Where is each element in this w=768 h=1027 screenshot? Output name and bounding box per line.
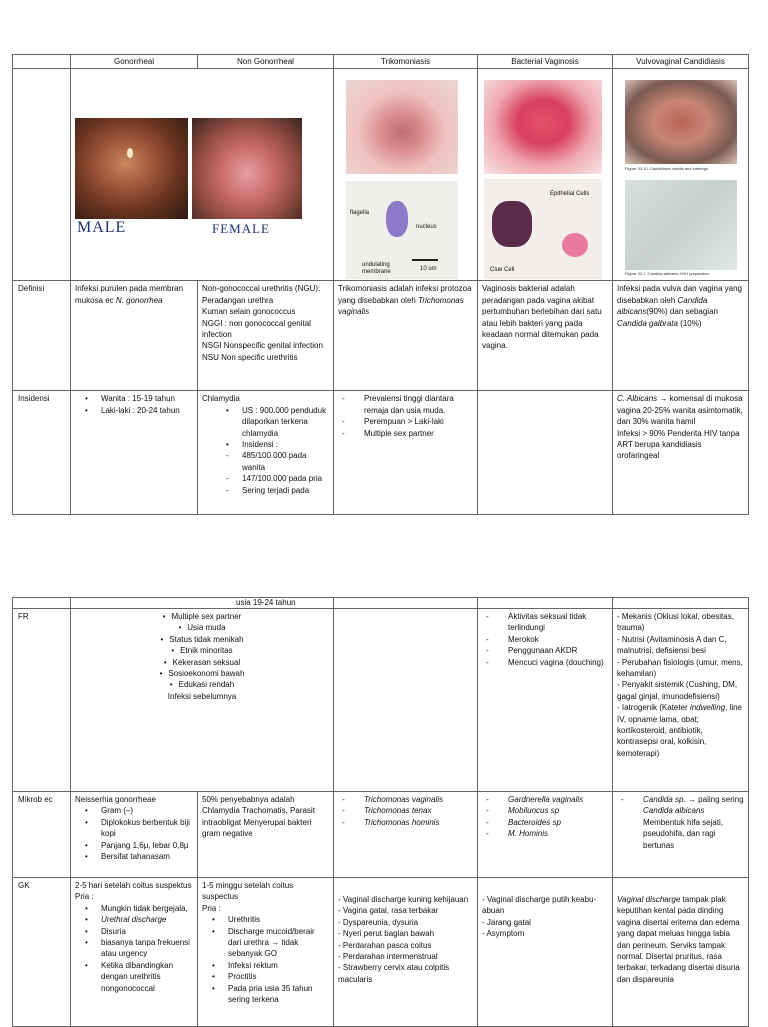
insidensi-item: • US : 900.000 penduduk dilaporkan terkena chlamydia	[202, 405, 329, 439]
fr-bacterial-vaginosis	[478, 609, 613, 792]
gk-row	[13, 878, 749, 1027]
fr-item: - Mekanis (Oklusi lokal, obesitas, trauma)	[617, 612, 734, 633]
fr-item: - Penggunaan AKDR	[482, 645, 608, 656]
gk-candidiasis	[613, 878, 749, 1027]
candida-koh-photo	[625, 180, 737, 270]
continued-empty	[13, 598, 71, 609]
gk-item: • Infeksi rektum	[202, 960, 329, 971]
image-row	[13, 69, 749, 281]
gk-item: - Dyspareunia, dysuria	[338, 917, 419, 927]
bv-epithelial-label: Epithelial Cells	[550, 191, 590, 198]
neisseria-head: Neisserhia gonorrheae	[75, 795, 156, 804]
continued-empty	[334, 598, 478, 609]
gk-item: • Urethritis	[202, 914, 329, 925]
gk-head: 2-5 hari setelah coitus suspektus	[75, 881, 192, 890]
fr-trikomoniasis	[334, 609, 478, 792]
insidensi-item: - Prevalensi tinggi diantara remaja dan usia muda.	[338, 393, 473, 416]
trich-scale-label: 10 um	[420, 266, 437, 273]
gonorrhea-images-cell	[71, 69, 334, 281]
fr-item: - Mencuci vagina (douching)	[482, 657, 608, 668]
continued-row	[13, 598, 749, 609]
definisi-non-gonorrheal	[198, 281, 334, 391]
chlamydia-head: Chlamydia	[202, 394, 240, 404]
gk-sub: Pria :	[202, 903, 221, 913]
iatro-italic: indwelling	[689, 703, 726, 713]
gk-head: 1-5 minggu setelah coitus suspectus	[202, 881, 294, 902]
definisi-label: Definisi	[13, 281, 71, 391]
insidensi-candidiasis	[613, 391, 749, 515]
mikrob-item: • Panjang 1,6μ, lebar 0,8μ	[75, 840, 193, 851]
ngu-line: NSGI Nonspecific genital infection	[202, 341, 323, 351]
mikrob-item: - Gardnerella vaginalis	[482, 794, 608, 805]
insidensi-trikomoniasis	[334, 391, 478, 515]
definisi-trikomoniasis	[334, 281, 478, 391]
stis-comparison-table-1	[12, 54, 749, 515]
mikrob-item: - Trichomonas tenax	[338, 805, 473, 816]
iatro-post: , line IV, opname lama, obat; kortikosteroid, antibiotik, kontrasepsi oral, kolkisin, kemoterapi)	[617, 703, 742, 758]
image-row-label	[13, 69, 71, 281]
ngu-line: NSU Non specific urethritis	[202, 352, 298, 362]
insidensi-item: - Multiple sex partner	[338, 428, 473, 439]
ngu-line: Kuman selain gonococcus	[202, 307, 296, 317]
insidensi-item: - 485/100.000 pada wanita	[202, 450, 329, 473]
fr-item: • Edukasi rendah	[75, 679, 329, 690]
mikrob-bacterial-vaginosis	[478, 792, 613, 878]
gk-item: • Urethral discharge	[75, 914, 193, 925]
mikrob-non-gonorrheal: 50% penyebabnya adalah Chlamydia Trachomatis, Parasit intraobligat Menyerupai bakteri gram negative	[198, 792, 334, 878]
candida-caption-2: Figure 20-1. Candida albicans KOH preparation	[625, 271, 710, 277]
cand-def-species-1: Candida albicans	[617, 295, 708, 317]
gk-item: - Jarang gatal	[482, 917, 531, 927]
gk-sub: Pria :	[75, 892, 94, 902]
candida-vulva-photo	[625, 80, 737, 164]
fr-row	[13, 609, 749, 792]
gk-item: - Perdarahan intermenstrual	[338, 952, 438, 962]
fr-label: FR	[13, 609, 71, 792]
cand-insidensi-text-2: Infeksi > 90% Penderita HIV tanpa ART berupa kandidiasis orofaringeal	[617, 428, 740, 461]
header-gonorrheal: Gonorrheal	[71, 55, 198, 69]
mikrob-item: - Trichomonas hominis	[338, 817, 473, 828]
mikrob-trikomoniasis	[334, 792, 478, 878]
gk-item: • Mungkin tidak bergejala,	[75, 903, 193, 914]
definisi-gonorrheal-text: Infeksi purulen pada membran mukosa ec	[75, 284, 184, 305]
fr-item: • Status tidak menikah	[75, 634, 329, 645]
cand-def-species-2: Candida galbrata	[617, 318, 678, 328]
insidensi-item: - Perempuan > Laki-laki	[338, 416, 473, 427]
insidensi-non-gonorrheal	[198, 391, 334, 515]
mikrob-label: Mikrob ec	[13, 792, 71, 878]
gk-non-gonorrheal	[198, 878, 334, 1027]
header-candidiasis: Vulvovaginal Candidiasis	[613, 55, 749, 69]
fr-item: - Perubahan fisiologis (umur, mens, kehamilan)	[617, 657, 743, 679]
mikrob-gonorrheal	[71, 792, 198, 878]
trich-nucleus-label: nucleus	[416, 224, 437, 231]
gk-cand-italic: Vaginal discharge	[617, 895, 681, 904]
gk-trikomoniasis	[334, 878, 478, 1027]
trich-flagella-label: flagella	[350, 210, 370, 217]
fr-candidiasis	[613, 609, 749, 792]
candida-caption-1: Figure 20-10. Candidiasis vulvitis and intertrigo	[625, 166, 709, 172]
insidensi-item: - 147/100.000 pada pria	[202, 473, 329, 484]
continued-empty	[613, 598, 749, 609]
gk-item: - Vaginal discharge putih keabu-abuan	[482, 895, 597, 916]
cand-def-text: (90%) dan sebagian	[646, 307, 718, 317]
bv-def-line: pertumbuhan berlebihan dari satu atau lebih bakteri yang pada keadaan normal ditemukan pada vagina.	[482, 307, 602, 351]
mikrob-item: - M. Hominis	[482, 828, 608, 839]
gk-item: • Discharge mucoid/berair dari urethra → tidak sebanyak GO	[202, 926, 329, 960]
gk-item: - Asymptom	[482, 929, 525, 939]
definisi-candidiasis	[613, 281, 749, 391]
mikrob-item: Membentuk hifa sejati, pseudohifa, dan ragi bertunas	[643, 817, 724, 850]
insidensi-label: Insidensi	[13, 391, 71, 515]
gk-item: - Vagina gatal, rasa terbakar	[338, 906, 439, 916]
ngu-line: Peradangan urethra	[202, 295, 274, 305]
insidensi-item: • Laki-laki : 20-24 tahun	[75, 405, 193, 416]
definisi-trich-species: Trichomonas vaginalis	[338, 295, 464, 317]
trich-membrane-label: undulating membrane	[362, 262, 391, 276]
insidensi-gonorrheal	[71, 391, 198, 515]
header-row	[13, 55, 749, 69]
gk-item: • Ketika dibandingkan dengan urethritis nongonococcal	[75, 960, 193, 994]
header-empty	[13, 55, 71, 69]
male-photo	[75, 118, 188, 219]
gk-item: • Disuria	[75, 926, 193, 937]
trich-images-cell	[334, 69, 478, 281]
insidensi-item: • Insidensi :	[202, 439, 329, 450]
female-photo	[192, 118, 302, 219]
fr-gonorrheal	[71, 609, 334, 792]
candidiasis-images-cell	[613, 69, 749, 281]
gk-item: - Vaginal discharge kuning kehijauan	[338, 895, 469, 904]
definisi-trich-text: Trikomoniasis adalah infeksi protozoa yang disebabkan oleh	[338, 284, 472, 305]
definisi-bacterial-vaginosis	[478, 281, 613, 391]
gk-label: GK	[13, 878, 71, 1027]
fr-item: • Etnik minoritas	[75, 645, 329, 656]
insidensi-item: • Wanita : 15-19 tahun	[75, 393, 193, 404]
stis-comparison-table-2	[12, 597, 749, 1027]
ngu-line: Non-gonococcal urethritis (NGU):	[202, 284, 321, 294]
continued-text: usia 19-24 tahun	[236, 598, 296, 607]
definisi-gonorrheal	[71, 281, 198, 391]
mikrob-item: - Trichomonas vaginalis	[338, 794, 473, 805]
gk-item: - Strawberry cervix atau colpitis macularis	[338, 963, 450, 984]
mikrob-item: - Mobiluncus sp	[482, 805, 608, 816]
fr-item: • Usia muda	[75, 622, 329, 633]
mikrob-candidiasis	[613, 792, 749, 878]
fr-item: - Merokok	[482, 634, 608, 645]
mikrob-item: - Bacteroides sp	[482, 817, 608, 828]
fr-item: • Kekerasan seksual	[75, 657, 329, 668]
iatro-pre: - Iatrogenik (Kateter	[617, 703, 688, 713]
fr-item: • Sosioekonomi bawah	[75, 668, 329, 679]
mikrob-item: • Diplokokus berbentuk biji kopi	[75, 817, 193, 840]
gk-gonorrheal	[71, 878, 198, 1027]
gk-item: - Nyeri perut bagian bawah	[338, 929, 435, 939]
definisi-row	[13, 281, 749, 391]
gk-item: • Proctitis	[202, 971, 329, 982]
gk-item: • biasanya tanpa frekuensi atau urgency	[75, 937, 193, 960]
mikrob-row	[13, 792, 749, 878]
gk-item: - Perdarahan pasca coitus	[338, 940, 432, 950]
fr-item	[617, 702, 744, 759]
header-non-gonorrheal: Non Gonorrheal	[198, 55, 334, 69]
female-label: FEMALE	[212, 221, 270, 237]
bv-clue-label: Clue Cell	[490, 267, 515, 274]
mikrob-item: • Gram (–)	[75, 805, 193, 816]
fr-item: • Multiple sex partner	[75, 611, 329, 622]
bv-def-line: Vaginosis bakterial adalah peradangan pada vagina akibat	[482, 284, 595, 305]
ngu-line: NGGI : non gonococcal genital infection	[202, 318, 311, 340]
cand-insidensi-text: → komensal di mukosa vagina 20-25% wanita asimtomatik, dan 30% wanita hamil	[617, 394, 743, 427]
cand-def-text: (10%)	[680, 318, 702, 328]
gk-item: • Pada pria usia 35 tahun sering terkena	[202, 983, 329, 1006]
fr-item: - Aktivitas seksual tidak terlindungi	[482, 611, 608, 634]
insidensi-row	[13, 391, 749, 515]
definisi-gonorrheal-species: N. gonorrhea	[115, 295, 163, 305]
gk-bacterial-vaginosis	[478, 878, 613, 1027]
male-label: MALE	[77, 219, 127, 237]
header-bacterial-vaginosis: Bacterial Vaginosis	[478, 55, 613, 69]
continued-empty	[478, 598, 613, 609]
insidensi-bacterial-vaginosis	[478, 391, 613, 515]
bv-images-cell	[478, 69, 613, 281]
mikrob-item: • Bersifat tahanasam	[75, 851, 193, 862]
candida-arrow-text: → paling sering	[687, 795, 744, 804]
insidensi-item: - Sering terjadi pada	[202, 485, 329, 496]
bv-cervix-photo	[484, 80, 602, 174]
cand-species: C. Albicans	[617, 394, 658, 404]
candida-sp: Candida sp.	[643, 795, 686, 804]
gk-cand-text: tampak plak keputihan kental pada dinding vagina disertai eritema dan edema yang dapat meluas hingga labia dan perineum. Serviks tampak normal. Disertai pruritus, rasa terbakar, terkadang disertai disuria dan dispareunia	[617, 895, 740, 984]
continued-cell	[71, 598, 334, 609]
trich-cervix-photo	[346, 80, 458, 174]
fr-item: - Nutrisi (Avitaminosis A dan C, malnutrisi, defisiensi besi	[617, 634, 727, 656]
fr-item: Infeksi sebelumnya	[167, 691, 237, 701]
mikrob-item	[617, 794, 744, 817]
cand-def-text: Infeksi pada vulva dan vagina yang disebabkan oleh	[617, 284, 742, 305]
fr-item: - Penyakit sistemik (Cushing, DM, gagal ginjal, imunodefisiensi)	[617, 680, 738, 701]
header-trikomoniasis: Trikomoniasis	[334, 55, 478, 69]
candida-albicans: Candida albicans	[643, 806, 705, 816]
